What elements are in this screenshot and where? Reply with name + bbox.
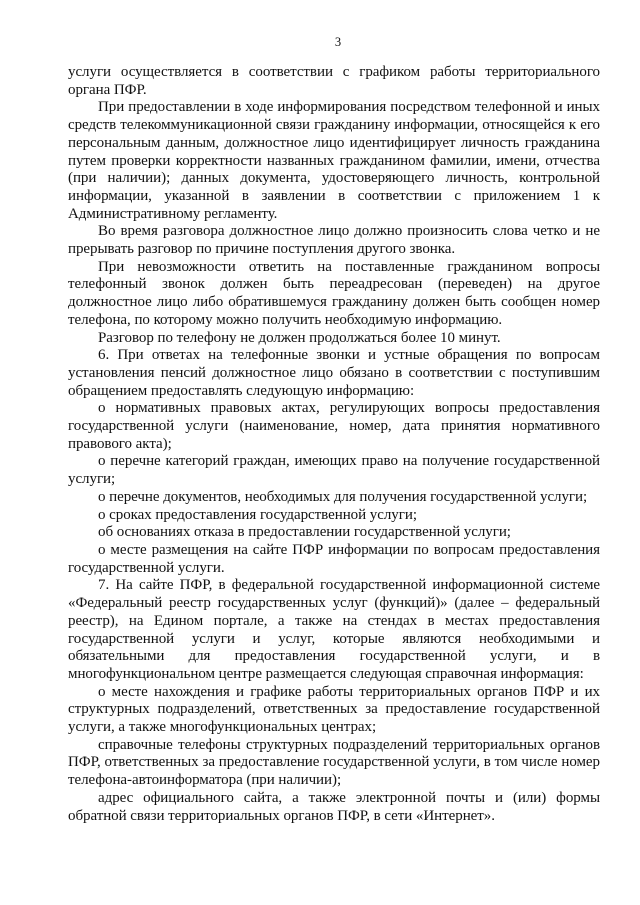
list-item-citizen-categories: о перечне категорий граждан, имеющих право на получение государственной услуги; — [68, 453, 600, 488]
list-item-required-documents: о перечне документов, необходимых для получения государственной услуги; — [98, 488, 588, 505]
page-number: 3 — [334, 35, 342, 49]
paragraph-identification: При предоставлении в ходе информирования посредством телефонной и иных средств телекоммуникационной связи гражданину информации, относящейся к его персональным данным, должностное лицо идентифицирует личность гражданина путем проверки корректности названных гражданином фамилии, имени, отчества (при наличии); данных документа, удостоверяющего личность, контрольной информации, указанной в заявлении в соответствии с приложением 1 к Административному регламенту. — [68, 99, 600, 222]
list-item-phone-numbers: справочные телефоны структурных подразделений территориальных органов ПФР, ответственных за предоставление государственной услуги, в том числе номер телефона-автоинформатора (при наличии); — [68, 736, 600, 789]
document-body — [68, 64, 600, 825]
list-item-service-terms: о сроках предоставления государственной услуги; — [98, 506, 417, 523]
list-item-location-schedule: о месте нахождения и графике работы территориальных органов ПФР и их структурных подразделений, ответственных за предоставление государственной услуги, а также многофункциональных центрах; — [68, 683, 600, 736]
list-item-website-address: адрес официального сайта, а также электронной почты и (или) формы обратной связи территориальных органов ПФР, в сети «Интернет». — [68, 789, 600, 824]
paragraph-call-redirect: При невозможности ответить на поставленные гражданином вопросы телефонный звонок должен быть переадресован (переведен) на другое должностное лицо либо обратившемуся гражданину должен быть сообщен номер телефона, по которому можно получить необходимую информацию. — [68, 258, 600, 328]
paragraph-schedule: услуги осуществляется в соответствии с графиком работы территориального органа ПФР. — [68, 64, 600, 98]
paragraph-call-duration: Разговор по телефону не должен продолжаться более 10 минут. — [98, 329, 501, 346]
list-item-normative-acts: о нормативных правовых актах, регулирующих вопросы предоставления государственной услуги (наименование, номер, дата принятия нормативного правового акта); — [68, 400, 600, 452]
list-item-website-info: о месте размещения на сайте ПФР информации по вопросам предоставления государственной услуги. — [68, 541, 600, 576]
paragraph-item-6: 6. При ответах на телефонные звонки и устные обращения по вопросам установления пенсий должностное лицо обязано в соответствии с поступившим обращением предоставлять следующую информацию: — [68, 347, 600, 399]
paragraph-clear-speech: Во время разговора должностное лицо должно произносить слова четко и не прерывать разговор по причине поступления другого звонка. — [68, 223, 600, 258]
paragraph-item-7: 7. На сайте ПФР, в федеральной государственной информационной системе «Федеральный реестр государственных услуг (функций)» (далее – федеральный реестр), на Едином портале, а также на стендах в местах предоставления государственной услуги и услуг, которые являются необходимыми и обязательными для предоставления государственной услуги, и в многофункциональном центре размещается следующая справочная информация: — [68, 577, 600, 682]
list-item-refusal-grounds: об основаниях отказа в предоставлении государственной услуги; — [98, 524, 511, 541]
